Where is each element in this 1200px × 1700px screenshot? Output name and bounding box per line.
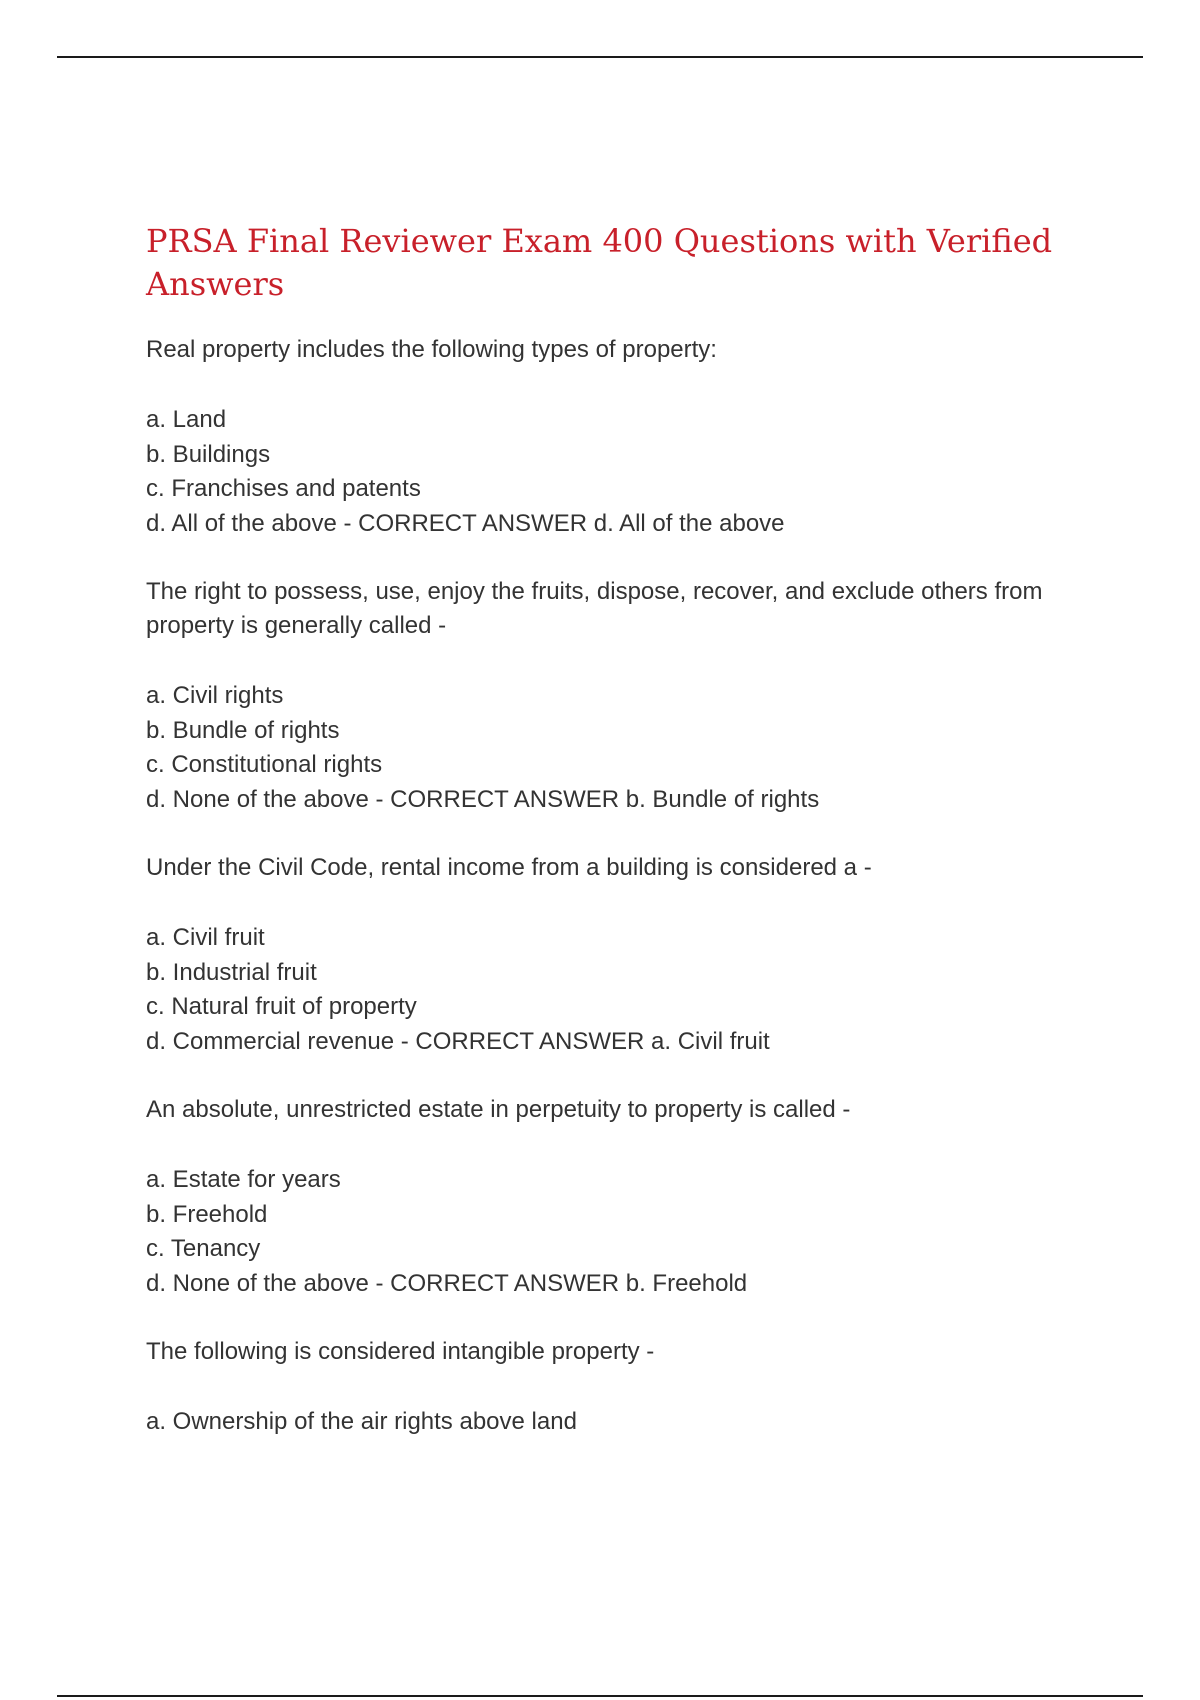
header-rule [57,56,1143,58]
option-list [146,403,1086,541]
option-item: b. Bundle of rights [146,716,340,744]
question-block [146,575,1086,817]
question-block [146,851,1086,1059]
option-item-with-answer: d. Commercial revenue - CORRECT ANSWER a. Civil fruit [146,1027,770,1055]
question-block [146,1093,1086,1301]
footer-rule [57,1695,1143,1697]
question-prompt: An absolute, unrestricted estate in perpetuity to property is called - [146,1096,851,1123]
option-item: b. Buildings [146,440,271,468]
question-prompt: The following is considered intangible property - [146,1338,655,1365]
option-item: a. Civil rights [146,682,284,709]
question-block [146,1335,1086,1440]
question-prompt: Under the Civil Code, rental income from a building is considered a - [146,854,872,881]
option-list [146,679,1086,817]
option-list [146,1405,1086,1440]
option-item-with-answer: d. None of the above - CORRECT ANSWER b. Freehold [146,1269,748,1297]
option-item: a. Land [146,406,227,433]
question-block [146,333,1086,541]
option-item: b. Industrial fruit [146,958,317,986]
option-item: c. Tenancy [146,1235,261,1262]
question-prompt: The right to possess, use, enjoy the fruits, dispose, recover, and exclude others from property is generally called - [146,578,1043,639]
option-item: a. Civil fruit [146,924,265,951]
document-title: PRSA Final Reviewer Exam 400 Questions with Verified Answers [146,222,1053,303]
option-item-with-answer: d. None of the above - CORRECT ANSWER b. Bundle of rights [146,785,820,813]
question-prompt: Real property includes the following types of property: [146,336,717,363]
option-item: a. Estate for years [146,1166,341,1193]
option-list [146,921,1086,1059]
option-item: c. Franchises and patents [146,475,421,502]
option-list [146,1163,1086,1301]
option-item-with-answer: d. All of the above - CORRECT ANSWER d. All of the above [146,509,785,537]
document-body [146,220,1086,1440]
option-item: b. Freehold [146,1200,268,1228]
option-item: a. Ownership of the air rights above land [146,1408,577,1435]
option-item: c. Natural fruit of property [146,993,417,1020]
option-item: c. Constitutional rights [146,751,383,778]
